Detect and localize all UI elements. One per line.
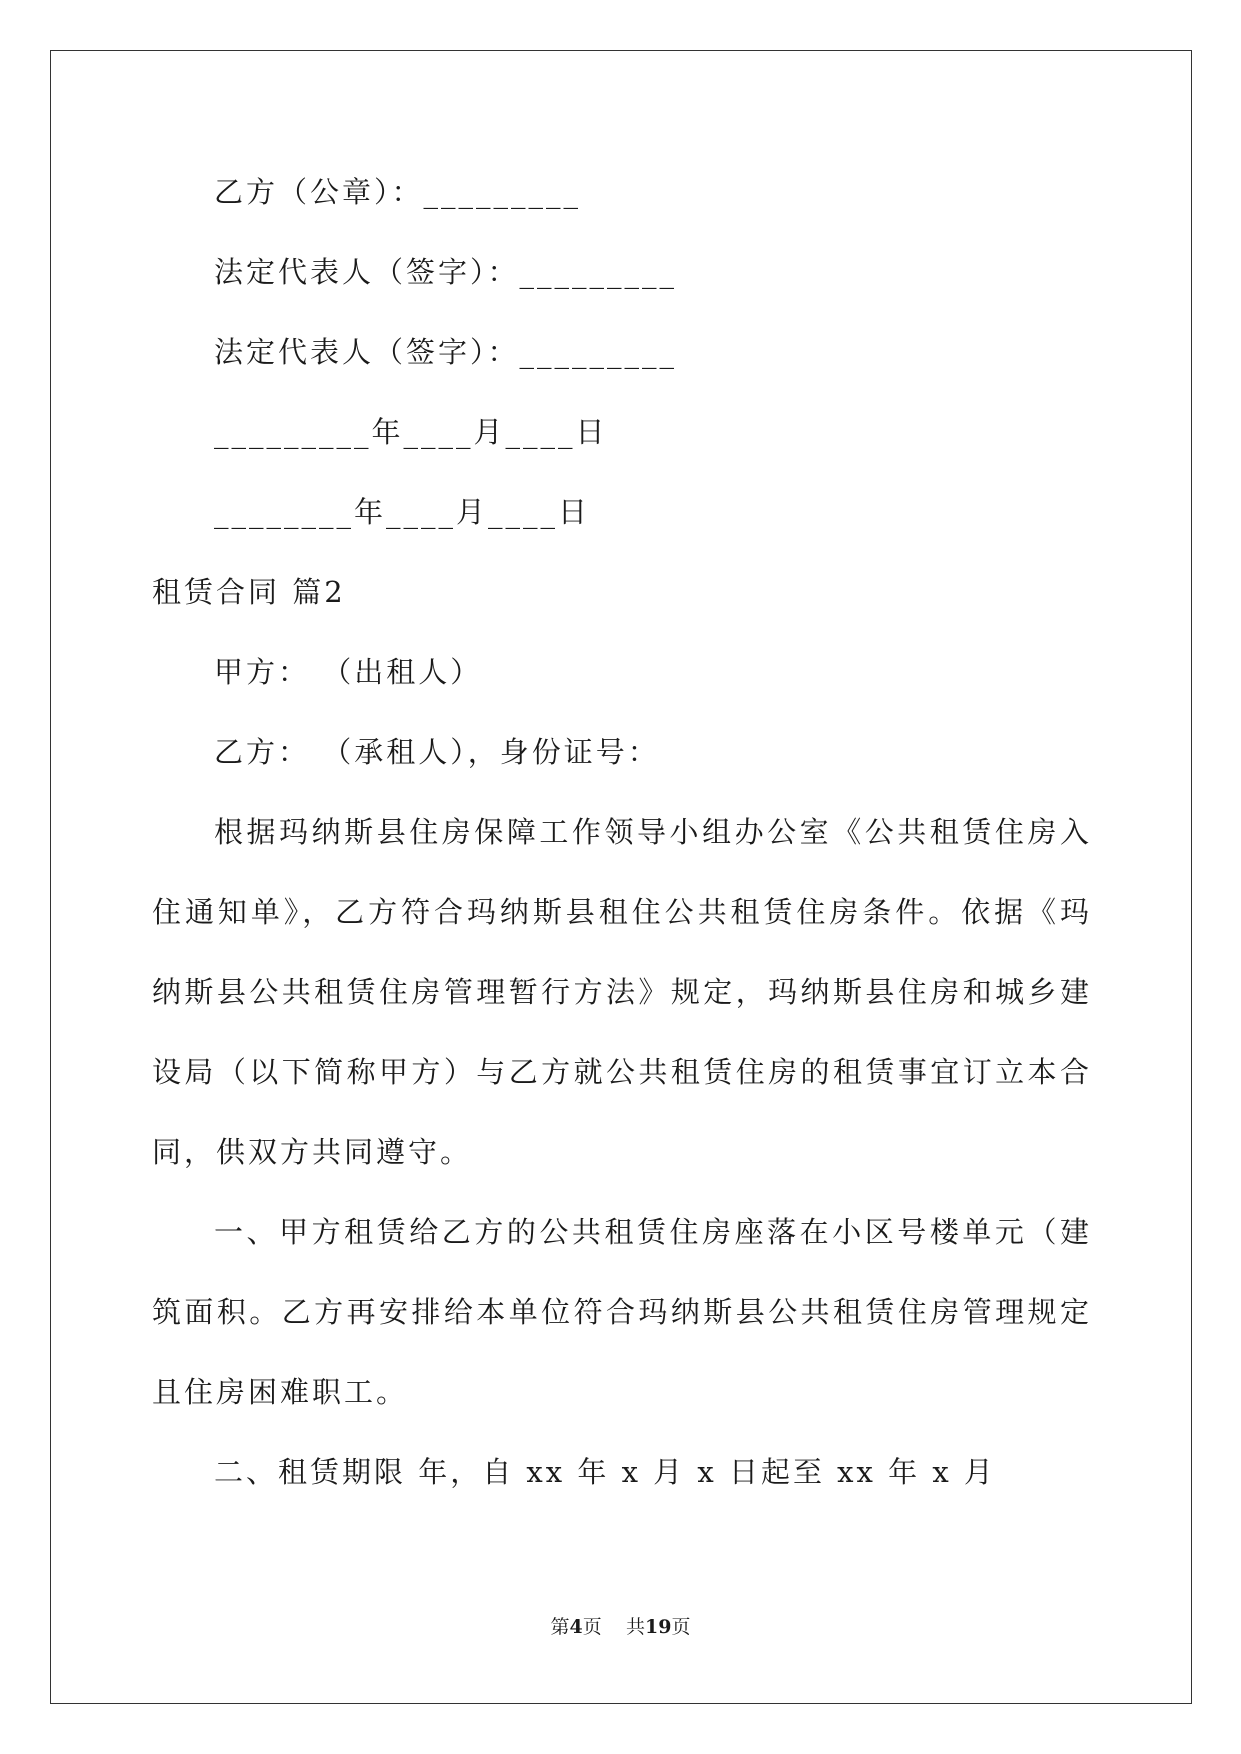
- footer-page-word: 页: [582, 1616, 602, 1638]
- clause-2-paragraph: 二、租赁期限 年，自 xx 年 x 月 x 日起至 xx 年 x 月: [214, 1455, 996, 1489]
- footer-total-pages: 19: [644, 1616, 672, 1638]
- date-line-2: ________年____月____日: [214, 495, 591, 529]
- party-b-seal-line: 乙方（公章）：_________: [214, 175, 582, 209]
- intro-paragraph: 根据玛纳斯县住房保障工作领导小组办公室《公共租赁住房入住通知单》，乙方符合玛纳斯县租住公共租赁住房条件。依据《玛纳斯县公共租赁住房管理暂行方法》规定，玛纳斯县住房和城乡建设局（以下简称甲方）与乙方就公共租赁住房的租赁事宜订立本合同，供双方共同遵守。: [152, 815, 1092, 1169]
- footer-total-suffix: 页: [671, 1616, 691, 1638]
- date-line-1: _________年____月____日: [214, 415, 608, 449]
- footer-total-prefix: 共: [625, 1616, 645, 1638]
- party-b-line: 乙方： （承租人），身份证号：: [214, 735, 660, 769]
- section-title: 租赁合同 篇2: [152, 575, 346, 609]
- legal-rep-signature-line-1: 法定代表人（签字）：_________: [214, 255, 678, 289]
- party-a-line: 甲方： （出租人）: [214, 655, 483, 689]
- page-footer: [0, 1614, 1241, 1640]
- legal-rep-signature-line-2: 法定代表人（签字）：_________: [214, 335, 678, 369]
- clause-1-paragraph: 一、甲方租赁给乙方的公共租赁住房座落在小区号楼单元（建筑面积。乙方再安排给本单位符合玛纳斯县公共租赁住房管理规定且住房困难职工。: [152, 1215, 1092, 1409]
- footer-current-page: 4: [569, 1616, 583, 1638]
- footer-prefix: 第: [550, 1616, 570, 1638]
